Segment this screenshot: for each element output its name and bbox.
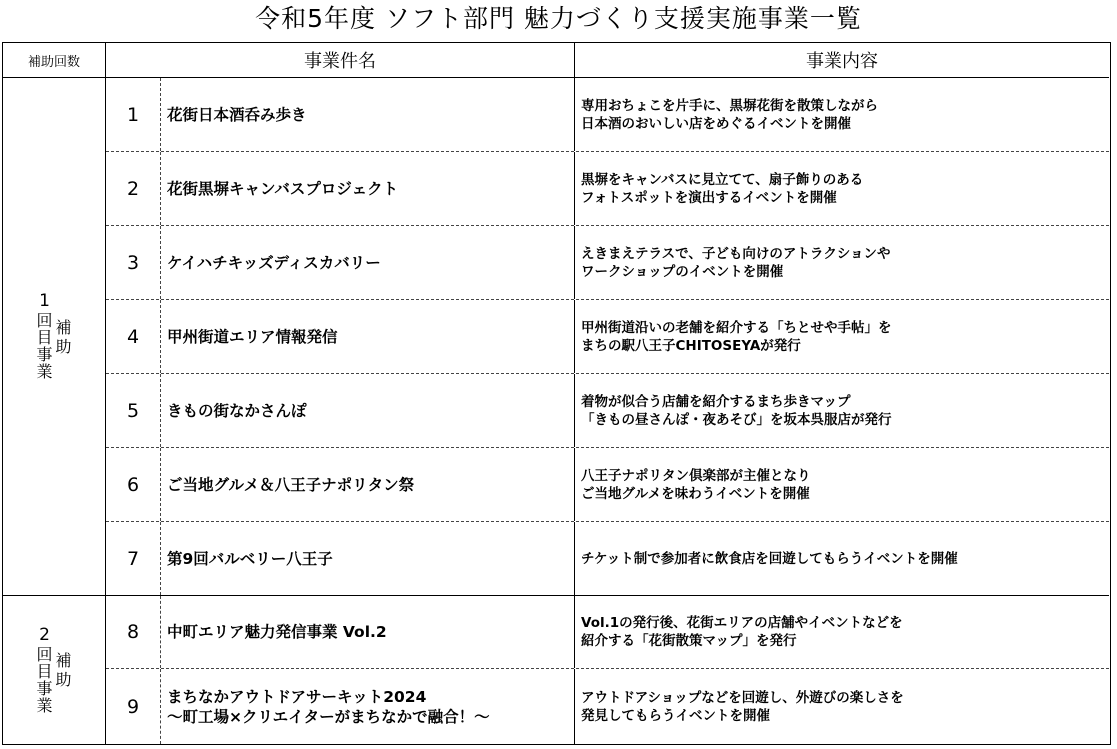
projects-table	[2, 42, 1111, 745]
project-name-cell	[161, 226, 575, 299]
group-char: 目	[36, 661, 53, 681]
project-name-cell	[161, 78, 575, 151]
row-number: 6	[106, 448, 161, 521]
project-name-line: ケイハチキッズディスカバリー	[167, 253, 381, 272]
project-name-cell	[161, 448, 575, 521]
group-side-char: 助	[55, 670, 72, 689]
group-side-char: 助	[55, 336, 72, 356]
group-side-char: 補	[55, 651, 72, 670]
project-name-cell	[161, 300, 575, 373]
group-char: 事	[36, 345, 53, 364]
group-first-side-label	[56, 318, 72, 356]
project-content-line: フォトスポットを演出するイベントを開催	[581, 189, 837, 206]
project-name-line: きもの街なかさんぽ	[167, 401, 307, 420]
project-content-line: まちの駅八王子CHITOSEYAが発行	[581, 337, 801, 354]
group-number: 2	[39, 624, 50, 645]
row-number: 5	[106, 374, 161, 447]
group-side-char: 補	[55, 317, 72, 337]
table-row	[106, 522, 1109, 596]
table-row	[106, 596, 1109, 669]
project-content-line: 専用おちょこを片手に、黒塀花街を散策しながら	[581, 97, 878, 114]
project-content-line: 甲州街道沿いの老舗を紹介する「ちとせや手帖」を	[581, 319, 892, 336]
table-row	[106, 78, 1109, 152]
group-char: 事	[36, 678, 53, 698]
project-content-line: 日本酒のおいしい店をめぐるイベントを開催	[581, 115, 851, 132]
project-name-cell	[161, 596, 575, 668]
project-content-line: 「きもの昼さんぽ・夜あそび」を坂本呉服店が発行	[581, 411, 892, 428]
table-row	[106, 448, 1109, 522]
project-content-line: えきまえテラスで、子ども向けのアトラクションや	[581, 245, 891, 262]
project-name-cell	[161, 374, 575, 447]
row-number: 7	[106, 522, 161, 595]
header-subsidy-count: 補助回数	[3, 43, 106, 78]
project-name-line: ～町工場×クリエイターがまちなかで融合！～	[167, 707, 490, 726]
project-content-cell	[575, 300, 1109, 373]
group-first-vertical-label	[36, 293, 52, 380]
row-number: 1	[106, 78, 161, 151]
project-content-line: 着物が似合う店舗を紹介するまち歩きマップ	[581, 393, 851, 410]
group-char: 目	[36, 328, 53, 347]
project-content-line: ワークショップのイベントを開催	[581, 263, 784, 280]
header-project-name: 事業件名	[106, 43, 575, 78]
project-name-line: 甲州街道エリア情報発信	[167, 327, 338, 346]
project-content-line: 発見してもらうイベントを開催	[581, 707, 770, 724]
project-content-cell	[575, 78, 1109, 151]
table-row	[106, 300, 1109, 374]
project-content-cell	[575, 152, 1109, 225]
group-char: 業	[36, 362, 53, 381]
page-title: 令和5年度 ソフト部門 魅力づくり支援実施事業一覧	[255, 4, 862, 33]
group-second-side-label	[56, 651, 72, 689]
project-name-line: 中町エリア魅力発信事業 Vol.2	[167, 623, 387, 641]
group-first-subsidy	[3, 78, 106, 596]
project-content-line: Vol.1の発行後、花街エリアの店舗やイベントなどを	[581, 615, 903, 631]
project-name-line: まちなかアウトドアサーキット2024	[167, 687, 427, 706]
project-name-line: 花街日本酒呑み歩き	[167, 105, 307, 124]
project-content-cell	[575, 522, 1109, 595]
project-content-cell	[575, 448, 1109, 521]
group-second-vertical-label	[36, 624, 53, 715]
project-content-cell	[575, 226, 1109, 299]
row-number: 2	[106, 152, 161, 225]
table-row	[106, 152, 1109, 226]
row-number: 3	[106, 226, 161, 299]
row-number: 4	[106, 300, 161, 373]
header-project-content: 事業内容	[575, 43, 1109, 78]
table-row	[106, 374, 1109, 448]
project-content-line: アウトドアショップなどを回遊し、外遊びの楽しさを	[581, 689, 904, 706]
group-char: 回	[36, 311, 53, 330]
group-char: 回	[36, 644, 53, 664]
project-name-cell	[161, 152, 575, 225]
group-number: 1	[39, 291, 50, 311]
project-content-line: 黒塀をキャンバスに見立てて、扇子飾りのある	[581, 171, 864, 188]
project-content-cell	[575, 669, 1109, 744]
project-name-line: 第9回バルベリー八王子	[167, 549, 333, 568]
project-content-line: ご当地グルメを味わうイベントを開催	[581, 485, 810, 502]
project-name-cell	[161, 669, 575, 744]
project-content-cell	[575, 596, 1109, 668]
table-row	[106, 669, 1109, 744]
group-char: 業	[36, 695, 53, 715]
project-name-cell	[161, 522, 575, 595]
group-second-subsidy	[3, 596, 106, 744]
table-row	[106, 226, 1109, 300]
row-number: 9	[106, 669, 161, 744]
project-content-line: チケット制で参加者に飲食店を回遊してもらうイベントを開催	[581, 550, 958, 567]
row-number: 8	[106, 596, 161, 668]
project-content-line: 紹介する「花街散策マップ」を発行	[581, 633, 797, 649]
project-content-cell	[575, 374, 1109, 447]
project-name-line: ご当地グルメ＆八王子ナポリタン祭	[167, 475, 415, 494]
project-content-line: 八王子ナポリタン倶楽部が主催となり	[581, 467, 811, 484]
project-name-line: 花街黒塀キャンバスプロジェクト	[167, 179, 399, 198]
